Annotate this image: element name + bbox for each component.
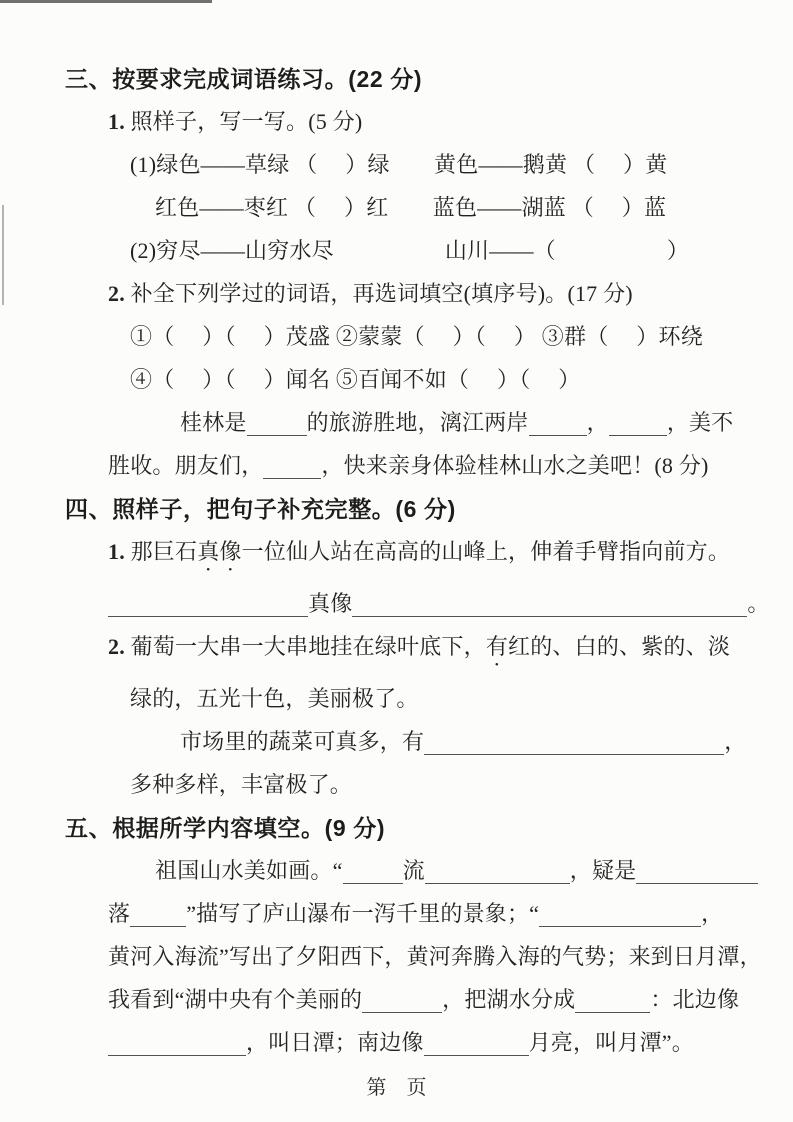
blank-underline [529,411,587,436]
item-number: 2. [108,634,125,659]
text-run: ，疑是 [569,858,637,883]
text-run: 市场里的蔬菜可真多，有 [180,729,425,754]
example-sentence-2-line-2: 绿的，五光十色，美丽极了。 [130,686,419,711]
text-run: 红的、白的、紫的、淡 [508,634,731,659]
text-run: 那巨石 [124,539,198,564]
text-run: ，美不 [666,410,734,435]
blank-underline [609,411,667,436]
blank-underline [362,988,442,1013]
text-run: ， [586,410,609,435]
blank-underline [539,902,701,927]
answer-line-2a [180,727,747,757]
section-5-heading: 五、根据所学内容填空。(9 分) [65,815,386,841]
item-2-prompt [108,279,743,309]
example-sentence-2-line-1 [108,632,743,671]
blank-underline [130,902,186,927]
page-footer: 第 页 [366,1077,427,1099]
text-run: ：北边像 [650,987,740,1012]
blank-underline [108,592,308,617]
text-run: 流 [402,858,425,883]
text-run: 一位仙人站在高高的山峰上，伸着手臂指向前方。 [241,539,731,564]
word-bank-row-1: ①（ ）（ ）茂盛 ②蒙蒙（ ）（ ） ③群（ ）环绕 [130,324,703,349]
recitation-line-1 [155,856,743,886]
emphasized-text: 真像 [197,539,242,564]
text-run: 照样子，写一写。(5 分) [124,109,363,134]
blank-underline [424,730,724,755]
blank-underline [636,859,758,884]
text-run: ， [724,729,747,754]
text-run: 祖国山水美如画。“ [155,858,343,883]
guilin-fill-line-2 [108,451,743,481]
text-run: 的旅游胜地，漓江两岸 [306,410,529,435]
text-run: ，把湖水分成 [442,987,576,1012]
text-run: 桂林是 [180,410,247,435]
recitation-line-5 [108,1028,743,1058]
blank-underline [424,1031,529,1056]
recitation-line-4 [108,985,743,1015]
example-sentence-1 [108,537,743,576]
blank-underline [343,859,403,884]
blank-underline [108,1031,246,1056]
section-4-heading: 四、照样子，把句子补充完整。(6 分) [65,496,456,522]
text-run: ，快来亲身体验桂林山水之美吧！(8 分) [321,453,709,478]
blank-underline [575,988,650,1013]
text-run: 落 [108,901,131,926]
text-run: 我看到“湖中央有个美丽的 [108,987,363,1012]
recitation-line-3: 黄河入海流”写出了夕阳西下，黄河奔腾入海的气势；来到日月潭， [108,944,762,969]
blank-underline [263,454,321,479]
item-number: 1. [108,109,125,134]
text-run: 补全下列学过的词语，再选词填空(填序号)。(17 分) [124,281,633,306]
word-bank-row-2: ④（ ）（ ）闻名 ⑤百闻不如（ ）（ ） [130,367,581,392]
item-number: 2. [108,281,125,306]
answer-line-1 [108,589,770,619]
text-run: ”描写了庐山瀑布一泻千里的景象；“ [186,901,540,926]
text-run: 真像 [308,591,353,616]
color-words-row-1: (1)绿色——草绿 （ ）绿 黄色——鹅黄 （ ）黄 [130,152,668,177]
text-run: 。 [747,591,770,616]
emphasized-text: 有 [485,634,509,659]
idiom-example-row: (2)穷尽——山穷水尽 山川——（ ） [130,238,690,263]
answer-line-2b: 多种多样，丰富极了。 [130,772,353,797]
text-run: ，叫日潭；南边像 [246,1030,424,1055]
guilin-fill-line-1 [180,408,743,438]
recitation-line-2 [108,899,743,929]
blank-underline [247,411,307,436]
text-run: 月亮，叫月潭”。 [528,1030,694,1055]
scan-artifact-left-edge [2,205,4,305]
text-run: 胜收。朋友们， [108,453,264,478]
section-3-heading: 三、按要求完成词语练习。(22 分) [65,66,423,92]
item-number: 1. [108,539,125,564]
text-run: ， [701,901,724,926]
scan-artifact-top-edge [0,0,212,3]
color-words-row-2: 红色——枣红 （ ）红 蓝色——湖蓝 （ ）蓝 [155,195,667,220]
item-1-prompt [108,107,743,137]
blank-underline [425,859,570,884]
text-run: 葡萄一大串一大串地挂在绿叶底下， [124,634,486,659]
blank-underline [352,592,747,617]
